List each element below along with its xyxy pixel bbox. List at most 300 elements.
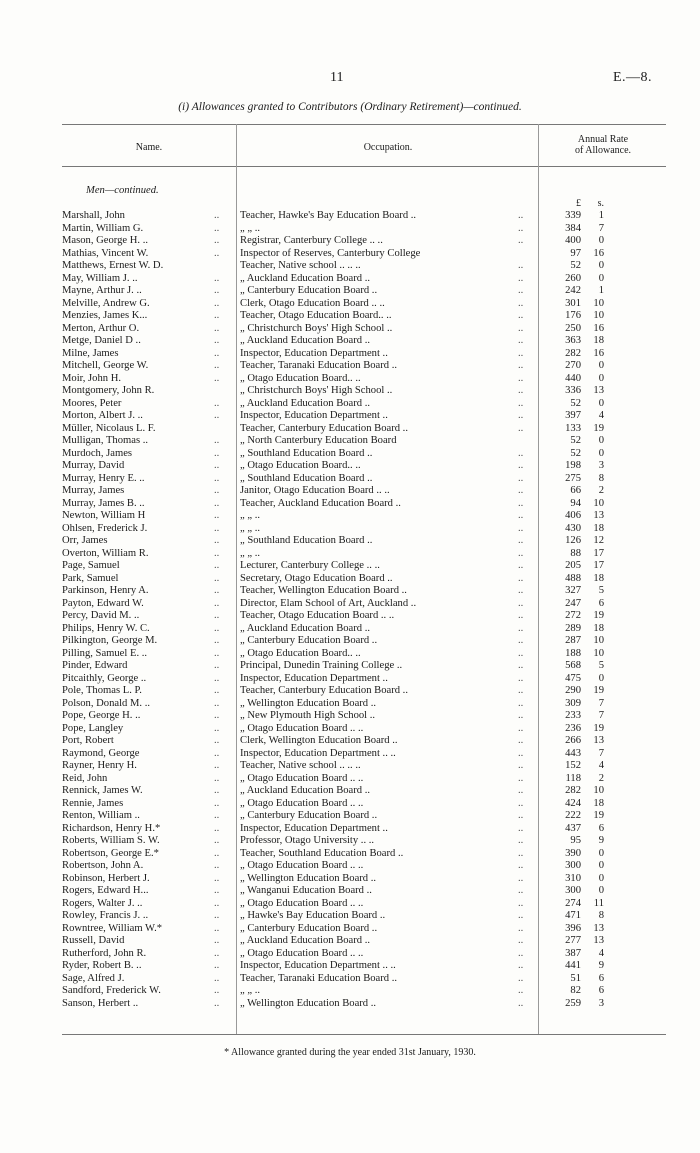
currency-units-row (0, 198, 700, 211)
allowance-pounds: 290 (565, 685, 581, 696)
occupation: Teacher, Otago Education Board .. .. (240, 610, 395, 621)
leader-dots: .. (518, 472, 524, 484)
leader-dots: .. (214, 497, 220, 509)
table-row (0, 785, 700, 798)
table-row (0, 948, 700, 961)
allowance-shillings: 7 (598, 697, 604, 709)
contributor-name: Pilling, Samuel E. .. (62, 647, 148, 659)
table-row (0, 760, 700, 773)
occupation: „ Southland Education Board .. (240, 447, 373, 459)
occupation: „ Otago Education Board .. .. (240, 897, 364, 909)
leader-dots: .. (214, 797, 220, 809)
occupation: „ Otago Education Board .. .. (240, 947, 364, 959)
contributor-name: Pilkington, George M. (62, 635, 158, 646)
table-row (0, 548, 700, 561)
occupation: „ Canterbury Education Board .. (240, 285, 378, 296)
contributor-name: Moir, John H. (62, 372, 122, 384)
leader-dots: .. (518, 885, 524, 896)
leader-dots: .. (214, 572, 220, 584)
leader-dots: .. (518, 260, 524, 271)
leader-dots: .. (518, 372, 524, 384)
allowance-pounds: 266 (565, 735, 581, 746)
contributor-name: Metge, Daniel D .. (62, 335, 141, 346)
allowance-shillings: 8 (598, 472, 604, 484)
contributor-name: Russell, David (62, 935, 125, 946)
contributor-name: Polson, Donald M. .. (62, 697, 150, 709)
leader-dots: .. (214, 847, 220, 859)
table-row (0, 210, 700, 223)
allowance-pounds: 66 (570, 485, 581, 496)
leader-dots: .. (214, 372, 220, 384)
contributor-name: Sanson, Herbert .. (62, 997, 139, 1009)
allowance-shillings: 8 (598, 910, 604, 921)
contributor-name: Mayne, Arthur J. .. (62, 285, 142, 296)
allowance-pounds: 300 (565, 885, 581, 896)
contributor-name: Overton, William R. (62, 547, 149, 559)
occupation: „ „ .. (240, 522, 260, 534)
allowance-shillings: 0 (598, 847, 604, 859)
occupation: Inspector of Reserves, Canterbury College (240, 247, 421, 259)
contributor-name: Philips, Henry W. C. (62, 622, 150, 634)
contributor-name: Park, Samuel (62, 572, 119, 584)
occupation: Inspector, Education Department .. (240, 822, 388, 834)
leader-dots: .. (214, 785, 220, 796)
occupation: „ Otago Education Board.. .. (240, 647, 361, 659)
contributor-name: Pinder, Edward (62, 660, 128, 671)
allowance-pounds: 133 (565, 422, 581, 434)
contributor-name: Renton, William .. (62, 810, 140, 821)
table-row (0, 635, 700, 648)
allowance-pounds: 277 (565, 935, 581, 946)
occupation: „ Wellington Education Board .. (240, 872, 377, 884)
occupation: „ North Canterbury Education Board (240, 435, 397, 446)
occupation: Professor, Otago University .. .. (240, 835, 375, 846)
leader-dots: .. (518, 235, 524, 246)
contributor-name: Milne, James (62, 347, 119, 359)
allowance-shillings: 10 (593, 297, 604, 309)
allowance-pounds: 300 (565, 860, 581, 871)
allowance-pounds: 384 (565, 222, 581, 234)
occupation: Teacher, Native school .. .. .. (240, 760, 361, 771)
allowance-shillings: 9 (598, 960, 604, 971)
leader-dots: .. (214, 747, 220, 759)
contributor-name: Port, Robert (62, 735, 114, 746)
leader-dots: .. (214, 872, 220, 884)
occupation: Teacher, Canterbury Education Board .. (240, 685, 408, 696)
allowance-shillings: 1 (598, 285, 604, 296)
leader-dots: .. (518, 497, 524, 509)
occupation: „ „ .. (240, 547, 260, 559)
occupation: „ Hawke's Bay Education Board .. (240, 910, 386, 921)
allowance-shillings: 1 (598, 210, 604, 221)
contributor-name: Martin, William G. (62, 222, 144, 234)
contributor-name: Newton, William H (62, 510, 146, 521)
allowance-pounds: 52 (570, 435, 581, 446)
contributor-name: Marshall, John (62, 210, 125, 221)
allowance-pounds: 437 (565, 822, 581, 834)
table-row (0, 985, 700, 998)
occupation: Inspector, Education Department .. (240, 347, 388, 359)
leader-dots: .. (518, 397, 524, 409)
contributor-name: Mathias, Vincent W. (62, 247, 149, 259)
allowance-shillings: 16 (593, 247, 604, 259)
leader-dots: .. (518, 747, 524, 759)
leader-dots: .. (518, 572, 524, 584)
allowance-shillings: 13 (593, 935, 604, 946)
allowance-pounds: 274 (565, 897, 581, 909)
leader-dots: .. (518, 960, 524, 971)
table-row (0, 260, 700, 273)
allowance-shillings: 18 (593, 797, 604, 809)
leader-dots: .. (518, 335, 524, 346)
occupation: „ Otago Education Board .. .. (240, 797, 364, 809)
leader-dots: .. (214, 522, 220, 534)
occupation: „ Wanganui Education Board .. (240, 885, 372, 896)
leader-dots: .. (214, 772, 220, 784)
allowance-shillings: 16 (593, 322, 604, 334)
table-row (0, 285, 700, 298)
occupation: „ „ .. (240, 985, 260, 996)
allowance-shillings: 0 (598, 260, 604, 271)
contributor-name: Pope, Langley (62, 722, 124, 734)
occupation: „ New Plymouth High School .. (240, 710, 376, 721)
table-row (0, 510, 700, 523)
occupation: „ Christchurch Boys' High School .. (240, 385, 393, 396)
leader-dots: .. (214, 247, 220, 259)
leader-dots: .. (518, 560, 524, 571)
occupation: „ Auckland Education Board .. (240, 272, 371, 284)
allowance-shillings: 19 (593, 685, 604, 696)
leader-dots: .. (518, 922, 524, 934)
table-row (0, 923, 700, 936)
table-row (0, 998, 700, 1011)
table-row (0, 435, 700, 448)
leader-dots: .. (214, 222, 220, 234)
leader-dots: .. (214, 297, 220, 309)
occupation: Teacher, Taranaki Education Board .. (240, 972, 398, 984)
contributor-name: Roberts, William S. W. (62, 835, 160, 846)
allowance-shillings: 10 (593, 310, 604, 321)
table-row (0, 410, 700, 423)
contributor-name: Rowntree, William W.* (62, 922, 163, 934)
table-row (0, 573, 700, 586)
allowance-shillings: 6 (598, 972, 604, 984)
allowance-pounds: 52 (570, 397, 581, 409)
allowance-shillings: 6 (598, 597, 604, 609)
occupation: „ Auckland Education Board .. (240, 397, 371, 409)
allowance-shillings: 19 (593, 422, 604, 434)
occupation: Inspector, Education Department .. .. (240, 960, 396, 971)
allowance-pounds: 282 (565, 347, 581, 359)
allowance-shillings: 10 (593, 785, 604, 796)
table-row (0, 910, 700, 923)
table-top-rule (62, 124, 666, 125)
contributor-name: Parkinson, Henry A. (62, 585, 149, 596)
table-row (0, 560, 700, 573)
allowance-shillings: 18 (593, 335, 604, 346)
leader-dots: .. (518, 610, 524, 621)
allowance-pounds: 287 (565, 635, 581, 646)
contributor-name: Morton, Albert J. .. (62, 410, 143, 421)
leader-dots: .. (214, 285, 220, 296)
allowance-pounds: 236 (565, 722, 581, 734)
leader-dots: .. (214, 960, 220, 971)
allowance-shillings: 13 (593, 385, 604, 396)
occupation: Director, Elam School of Art, Auckland .. (240, 597, 417, 609)
allowance-shillings: 6 (598, 822, 604, 834)
allowance-pounds: 275 (565, 472, 581, 484)
allowance-pounds: 475 (565, 672, 581, 684)
contributor-name: Rowley, Francis J. .. (62, 910, 149, 921)
leader-dots: .. (214, 535, 220, 546)
contributor-name: Robinson, Herbert J. (62, 872, 150, 884)
allowance-pounds: 95 (570, 835, 581, 846)
leader-dots: .. (214, 435, 220, 446)
column-header-name: Name. (135, 142, 163, 153)
leader-dots: .. (518, 210, 524, 221)
contributor-name: Sandford, Frederick W. (62, 985, 161, 996)
contributor-name: Melville, Andrew G. (62, 297, 150, 309)
contributor-name: Robertson, George E.* (62, 847, 159, 859)
leader-dots: .. (518, 285, 524, 296)
leader-dots: .. (214, 410, 220, 421)
page-header (0, 70, 700, 90)
leader-dots: .. (518, 760, 524, 771)
table-row (0, 823, 700, 836)
leader-dots: .. (518, 635, 524, 646)
table-row (0, 698, 700, 711)
contributor-name: Müller, Nicolaus L. F. (62, 422, 156, 434)
occupation: „ Auckland Education Board .. (240, 785, 371, 796)
leader-dots: .. (518, 822, 524, 834)
leader-dots: .. (214, 335, 220, 346)
contributor-name: Moores, Peter (62, 397, 122, 409)
leader-dots: .. (214, 635, 220, 646)
occupation: „ Otago Education Board .. .. (240, 772, 364, 784)
contributor-name: Pitcaithly, George .. (62, 672, 147, 684)
allowance-pounds: 51 (570, 972, 581, 984)
leader-dots: .. (518, 785, 524, 796)
allowance-shillings: 3 (598, 997, 604, 1009)
leader-dots: .. (518, 322, 524, 334)
column-header-rate (540, 134, 666, 156)
allowance-shillings: 12 (593, 535, 604, 546)
allowance-pounds: 52 (570, 447, 581, 459)
allowance-table (0, 185, 700, 1010)
occupation: Principal, Dunedin Training College .. (240, 660, 403, 671)
allowance-pounds: 52 (570, 260, 581, 271)
contributor-name: Rogers, Walter J. .. (62, 897, 143, 909)
allowance-pounds: 339 (565, 210, 581, 221)
allowance-pounds: 387 (565, 947, 581, 959)
occupation: Inspector, Education Department .. (240, 410, 388, 421)
page-number: 11 (330, 70, 344, 85)
occupation: Teacher, Auckland Education Board .. (240, 497, 401, 509)
leader-dots: .. (518, 860, 524, 871)
allowance-shillings: 4 (598, 760, 604, 771)
allowance-pounds: 396 (565, 922, 581, 934)
allowance-shillings: 5 (598, 585, 604, 596)
allowance-shillings: 16 (593, 347, 604, 359)
allowance-pounds: 222 (565, 810, 581, 821)
occupation: „ Auckland Education Board .. (240, 622, 371, 634)
allowance-pounds: 289 (565, 622, 581, 634)
allowance-shillings: 0 (598, 435, 604, 446)
contributor-name: Rennick, James W. (62, 785, 143, 796)
leader-dots: .. (518, 672, 524, 684)
table-row (0, 223, 700, 236)
table-row (0, 248, 700, 261)
table-row (0, 773, 700, 786)
contributor-name: Rayner, Henry H. (62, 760, 137, 771)
allowance-pounds: 488 (565, 572, 581, 584)
allowance-pounds: 309 (565, 697, 581, 709)
contributor-name: Mitchell, George W. (62, 360, 149, 371)
occupation: Inspector, Education Department .. (240, 672, 388, 684)
table-row (0, 660, 700, 673)
leader-dots: .. (518, 347, 524, 359)
allowance-shillings: 19 (593, 610, 604, 621)
leader-dots: .. (214, 722, 220, 734)
contributor-name: Murray, David (62, 460, 125, 471)
allowance-shillings: 17 (593, 560, 604, 571)
occupation: „ Auckland Education Board .. (240, 335, 371, 346)
leader-dots: .. (518, 797, 524, 809)
leader-dots: .. (214, 897, 220, 909)
table-row (0, 310, 700, 323)
occupation: „ Wellington Education Board .. (240, 997, 377, 1009)
leader-dots: .. (518, 735, 524, 746)
table-row (0, 623, 700, 636)
allowance-pounds: 424 (565, 797, 581, 809)
leader-dots: .. (214, 835, 220, 846)
table-row (0, 810, 700, 823)
leader-dots: .. (214, 347, 220, 359)
contributor-name: Ohlsen, Frederick J. (62, 522, 148, 534)
leader-dots: .. (518, 485, 524, 496)
occupation: Janitor, Otago Education Board .. .. (240, 485, 390, 496)
occupation: Teacher, Wellington Education Board .. (240, 585, 407, 596)
contributor-name: Ryder, Robert B. .. (62, 960, 142, 971)
leader-dots: .. (214, 672, 220, 684)
occupation: „ Southland Education Board .. (240, 472, 373, 484)
allowance-shillings: 0 (598, 360, 604, 371)
table-row (0, 848, 700, 861)
contributor-name: Raymond, George (62, 747, 140, 759)
allowance-shillings: 5 (598, 660, 604, 671)
leader-dots: .. (518, 422, 524, 434)
leader-dots: .. (214, 485, 220, 496)
occupation: Clerk, Wellington Education Board .. (240, 735, 398, 746)
leader-dots: .. (518, 647, 524, 659)
leader-dots: .. (518, 547, 524, 559)
allowance-shillings: 11 (593, 897, 604, 909)
allowance-pounds: 118 (565, 772, 581, 784)
leader-dots: .. (214, 922, 220, 934)
allowance-shillings: 0 (598, 872, 604, 884)
leader-dots: .. (518, 835, 524, 846)
allowance-shillings: 13 (593, 735, 604, 746)
table-row (0, 273, 700, 286)
leader-dots: .. (518, 985, 524, 996)
leader-dots: .. (214, 997, 220, 1009)
contributor-name: Matthews, Ernest W. D. (62, 260, 164, 271)
allowance-shillings: 2 (598, 772, 604, 784)
allowance-shillings: 10 (593, 647, 604, 659)
table-row (0, 360, 700, 373)
table-row (0, 423, 700, 436)
leader-dots: .. (214, 910, 220, 921)
allowance-shillings: 0 (598, 272, 604, 284)
table-row (0, 860, 700, 873)
allowance-pounds: 198 (565, 460, 581, 471)
leader-dots: .. (214, 585, 220, 596)
allowance-pounds: 327 (565, 585, 581, 596)
table-row (0, 460, 700, 473)
table-row (0, 885, 700, 898)
allowance-shillings: 10 (593, 635, 604, 646)
contributor-name: Mason, George H. .. (62, 235, 149, 246)
occupation: Inspector, Education Department .. .. (240, 747, 396, 759)
contributor-name: Robertson, John A. (62, 860, 144, 871)
table-row (0, 385, 700, 398)
leader-dots: .. (214, 472, 220, 484)
leader-dots: .. (518, 310, 524, 321)
allowance-pounds: 406 (565, 510, 581, 521)
leader-dots: .. (214, 810, 220, 821)
allowance-pounds: 82 (570, 985, 581, 996)
contributor-name: Percy, David M. .. (62, 610, 140, 621)
leader-dots: .. (214, 597, 220, 609)
leader-dots: .. (214, 697, 220, 709)
leader-dots: .. (214, 972, 220, 984)
leader-dots: .. (214, 935, 220, 946)
allowance-shillings: 0 (598, 235, 604, 246)
leader-dots: .. (214, 860, 220, 871)
leader-dots: .. (518, 272, 524, 284)
leader-dots: .. (214, 885, 220, 896)
allowance-pounds: 250 (565, 322, 581, 334)
table-row (0, 485, 700, 498)
leader-dots: .. (518, 810, 524, 821)
leader-dots: .. (518, 510, 524, 521)
allowance-pounds: 233 (565, 710, 581, 721)
occupation: „ Christchurch Boys' High School .. (240, 322, 393, 334)
contributor-name: Orr, James (62, 535, 108, 546)
contributor-name: Murdoch, James (62, 447, 133, 459)
allowance-pounds: 242 (565, 285, 581, 296)
leader-dots: .. (518, 597, 524, 609)
allowance-pounds: 152 (565, 760, 581, 771)
contributor-name: Pole, Thomas L. P. (62, 685, 142, 696)
leader-dots: .. (214, 710, 220, 721)
allowance-shillings: 0 (598, 397, 604, 409)
allowance-pounds: 441 (565, 960, 581, 971)
allowance-shillings: 13 (593, 510, 604, 521)
leader-dots: .. (518, 697, 524, 709)
leader-dots: .. (518, 222, 524, 234)
allowance-pounds: 443 (565, 747, 581, 759)
leader-dots: .. (214, 272, 220, 284)
table-row (0, 323, 700, 336)
leader-dots: .. (518, 410, 524, 421)
allowance-pounds: 390 (565, 847, 581, 859)
allowance-pounds: 247 (565, 597, 581, 609)
contributor-name: Payton, Edward W. (62, 597, 144, 609)
contributor-name: Reid, John (62, 772, 108, 784)
occupation: „ Otago Education Board .. .. (240, 860, 364, 871)
leader-dots: .. (214, 735, 220, 746)
